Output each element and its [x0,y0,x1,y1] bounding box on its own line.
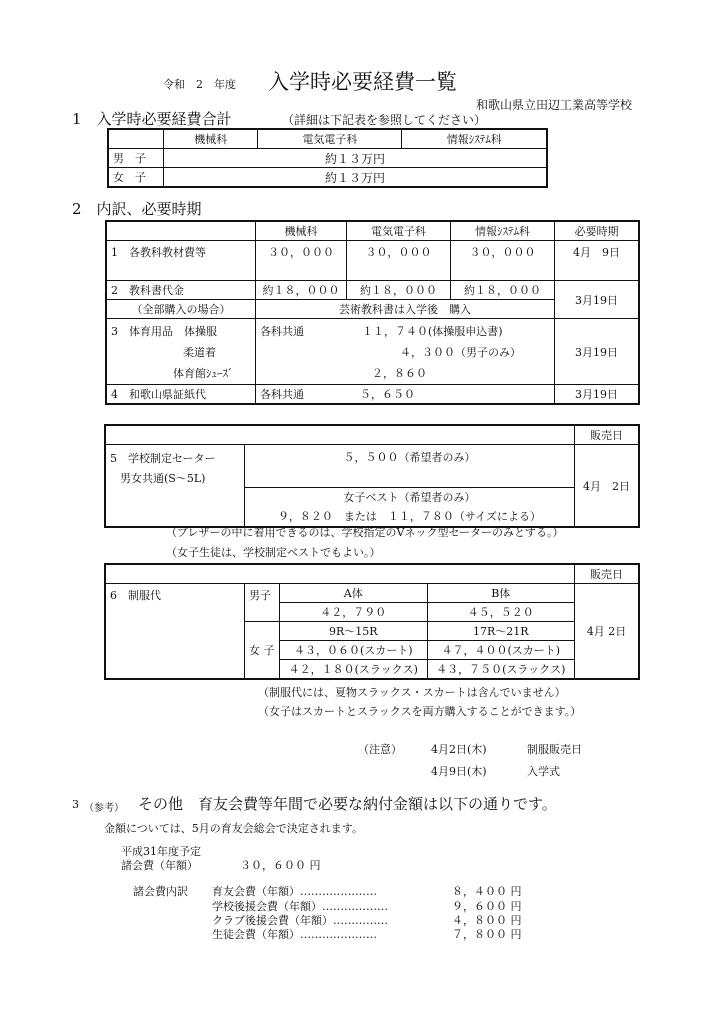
cell-timing: 3月19日 [555,385,640,405]
size-b: 17R～21R [427,622,575,641]
era-label: 令和 2 年度 [163,78,236,91]
total-value: ３０，６００ 円 [240,859,321,872]
cell-value: 各科共通 １１，７４０(体操服申込書) ４，３００（男子のみ） ２，８６０ [256,319,555,385]
cell-value: 約１８，０００ [347,281,451,300]
col-info: 情報ｼｽﾃﾑ科 [451,221,555,241]
cell-note: 芸術教科書は入学後 購入 [256,300,555,319]
sale-date: 4月 2日 [575,584,640,680]
item-label: 6 制服代 [105,584,245,680]
col-info: 情報ｼｽﾃﾑ科 [402,129,547,149]
page-title: 入学時必要経費一覧 [268,70,457,94]
sale-date-header: 販売日 [575,425,640,445]
section3-ref: （参考） [84,803,124,814]
attention-event: 制服販売日 [527,743,582,756]
sale-date-header: 販売日 [575,564,640,584]
male-label: 男子 [245,584,280,622]
attention-date: 4月9日(木) [431,765,487,778]
item-label: 5 学校制定セーター 男女共通(S～5L) [105,445,245,528]
attention-label: （注意） [358,743,402,756]
row-value: 約１３万円 [164,168,548,188]
size-a: 9R～15R [280,622,428,641]
item-label: 1 各教科教材費等 [106,241,256,281]
female-label: 女 子 [245,622,280,680]
item-label: 2 教科書代金 [106,281,256,300]
item-label: 4 和歌山県証紙代 [106,385,256,405]
school-name: 和歌山県立田辺工業高等学校 [476,98,633,112]
cell-value: 約１８，０００ [256,281,347,300]
male-b-price: ４５，５２０ [427,603,575,622]
item-label: 3 体育用品 体操服 柔道着 体育館ｼｭｰｽﾞ [106,319,256,385]
section1-note: （詳細は下記表を参照してください） [282,113,487,127]
fee-amount: ８，４００ 円 [452,885,522,898]
breakdown-label: 諸会費内訳 [133,885,188,898]
plan-label: 平成31年度予定 [121,845,201,858]
col-elec: 電気電子科 [258,129,402,149]
fee-amount: ９，６００ 円 [452,900,522,913]
summary-table [107,128,548,188]
sweater-table [104,424,640,528]
cell-timing: 3月19日 [555,281,640,319]
male-a-price: ４２，７９０ [280,603,428,622]
b-header: B体 [427,584,575,603]
note: （ブレザーの中に着用できるのは、学校指定のVネック型セーターのみとする。） [166,526,564,539]
cell-value: 各科共通 ５，６５０ [256,385,555,405]
cell-value: ３０，０００ [256,241,347,281]
cell-value: ３０，０００ [347,241,451,281]
cell-timing: 4月 9日 [555,241,640,281]
sweater-price: ５，５００（希望者のみ） [245,445,575,488]
a-header: A体 [280,584,428,603]
fee-item: クラブ後援会費（年額）…………… [212,914,388,927]
note: （女子はスカートとスラックスを両方購入することができます。） [258,705,582,718]
section3-note: 金額については、5月の育友会総会で決定されます。 [104,822,363,835]
cell-timing: 3月19日 [555,319,640,385]
col-mech: 機械科 [256,221,347,241]
note: （制服代には、夏物スラックス・スカートは含んでいません） [258,686,566,699]
item-sublabel: （全部購入の場合） [106,300,256,319]
fee-item: 育友会費（年額）………………… [212,885,377,898]
breakdown-table [105,220,640,405]
col-elec: 電気電子科 [347,221,451,241]
total-label: 諸会費（年額） [121,859,198,872]
row-label: 男 子 [108,149,164,168]
section3-heading: その他 育友会費等年間で必要な納付金額は以下の通りです。 [138,795,557,813]
cell-value: 約１８，０００ [451,281,555,300]
female-a-slacks: ４２，１８０(スラックス) [280,660,428,680]
cell-value: ３０，０００ [451,241,555,281]
female-b-skirt: ４７，４００(スカート) [427,641,575,660]
section3-num: 3 [72,798,79,811]
note: （女子生徒は、学校制定ベストでもよい。） [166,546,381,559]
attention-date: 4月2日(木) [431,743,487,756]
sale-date: 4月 2日 [575,445,640,528]
col-timing: 必要時期 [555,221,640,241]
female-a-skirt: ４３，０６０(スカート) [280,641,428,660]
uniform-table [104,563,640,680]
vest-info: 女子ベスト（希望者のみ） ９，８２０ または １１，７８０（サイズによる） [245,488,575,528]
row-label: 女 子 [108,168,164,188]
section1-heading: 1 入学時必要経費合計 [72,110,232,128]
fee-item: 生徒会費（年額）………………… [212,928,377,941]
female-b-slacks: ４３，７５０(スラックス) [427,660,575,680]
fee-amount: ７，８００ 円 [452,928,522,941]
attention-event: 入学式 [527,765,560,778]
fee-amount: ４，８００ 円 [452,914,522,927]
col-mech: 機械科 [164,129,258,149]
fee-item: 学校後援会費（年額）……………… [212,900,388,913]
row-value: 約１３万円 [164,149,548,168]
section2-heading: 2 内訳、必要時期 [72,200,202,218]
